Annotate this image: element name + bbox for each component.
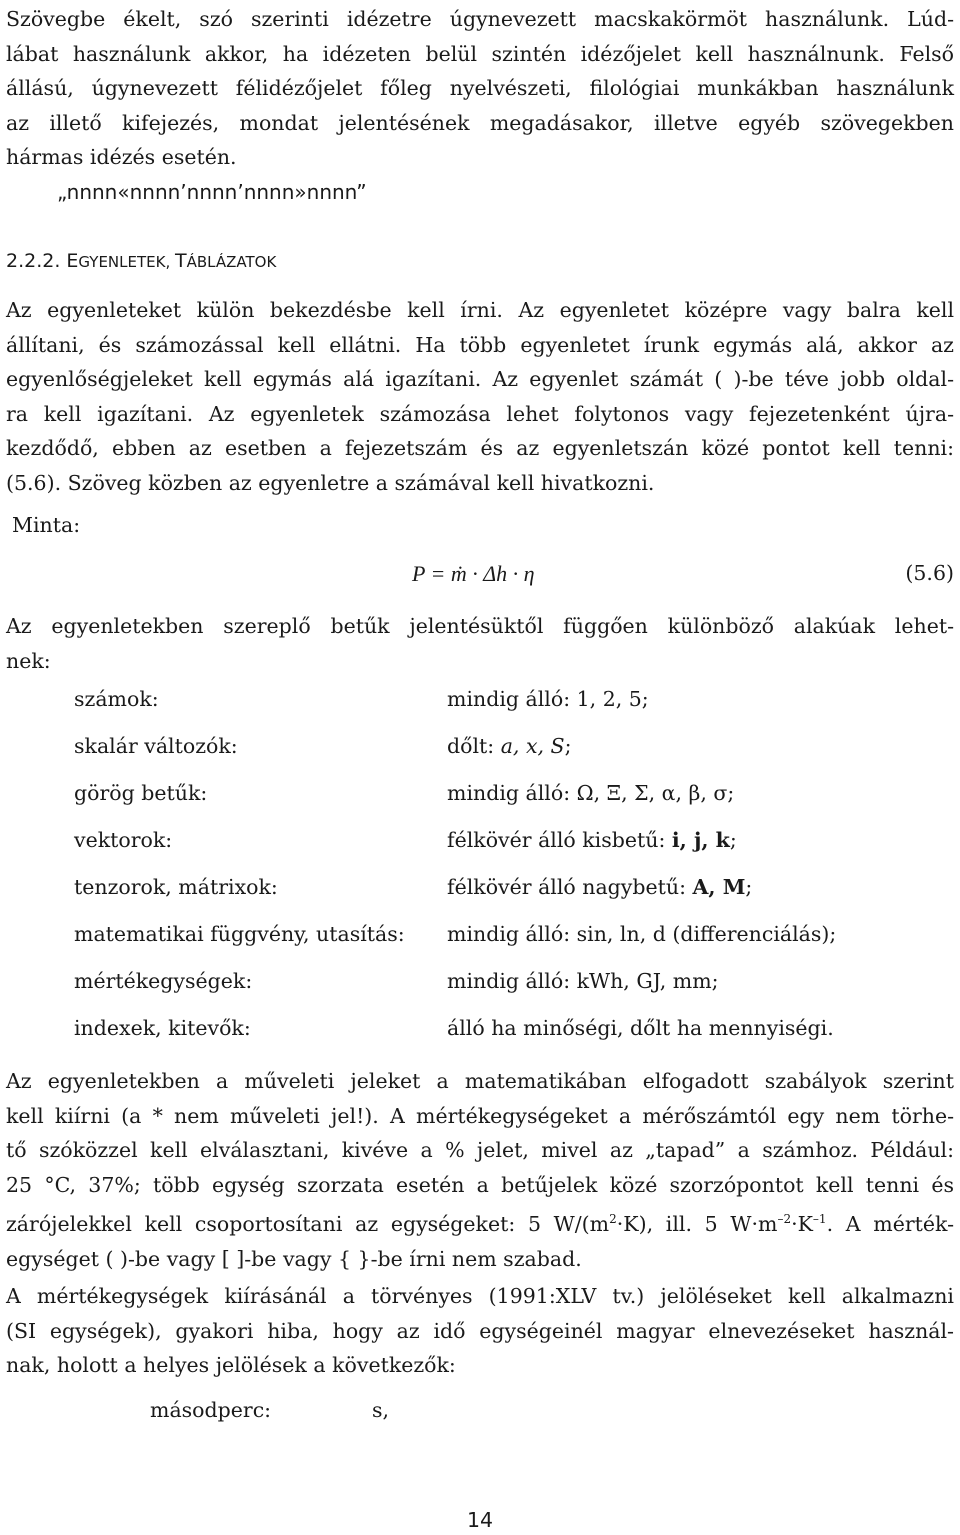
text-line: kell kiírni (a * nem műveleti jel!). A mértékegységeket a mérőszámtól egy nem törhe- <box>6 1103 954 1128</box>
section-title-initial: E <box>66 250 79 272</box>
convention-value: mindig álló: kWh, GJ, mm; <box>447 969 719 993</box>
text-line: zárójelekkel kell csoportosítani az egységeket: 5 $W/(m^2\cdot K)$, ill. 5 $W\cdot m^{-2}\cdot K^{-1}$. A mérték- <box>6 1212 954 1236</box>
section-title-rest-2: ÁBLÁZATOK <box>186 253 277 271</box>
convention-value: dőlt: a, x, S; <box>447 734 572 758</box>
text-line: egységet ( )-be vagy [ ]-be vagy { }-be írni nem szabad. <box>6 1246 582 1271</box>
convention-label: számok: <box>74 687 159 711</box>
page-number: 14 <box>466 1508 494 1532</box>
intro-paragraph <box>6 2 954 175</box>
text-line: Az egyenleteket külön bekezdésbe kell írni. Az egyenletet középre vagy balra kell <box>6 298 954 322</box>
text-line: hármas idézés esetén. <box>6 145 237 169</box>
text-line: állítani, és számozással kell ellátni. Ha több egyenletet írunk egymás alá, akkor az <box>6 332 954 357</box>
text-line: lábat használunk akkor, ha idézeten belül szintén idézőjelet kell használnunk. Felső <box>6 41 954 66</box>
unit-example-label: másodperc: <box>150 1398 272 1422</box>
law-paragraph <box>6 1279 954 1383</box>
text-line: 25 °C, 37%; több egység szorzata esetén a betűjelek közé szorzópontot kell tenni és <box>6 1172 954 1197</box>
bold-example: A, M <box>692 875 746 899</box>
convention-label: görög betűk: <box>74 781 208 805</box>
text-line: nak, holott a helyes jelölések a következők: <box>6 1353 456 1377</box>
equation-number: (5.6) <box>905 561 954 585</box>
sample-equation: P = ṁ · Δh · η <box>412 561 535 586</box>
convention-label: skalár változók: <box>74 734 238 758</box>
unit-example-value: s, <box>372 1398 390 1422</box>
text-line: ra kell igazítani. Az egyenletek számozása lehet folytonos vagy fejezetenként újra- <box>6 401 954 426</box>
convention-value: álló ha minőségi, dőlt ha mennyiségi. <box>447 1016 834 1040</box>
section-number: 2.2.2. <box>6 250 61 272</box>
unit-example-row <box>150 1398 390 1422</box>
quotation-marks-example: „nnnn«nnnn’nnnn’nnnn»nnnn” <box>57 180 367 204</box>
bold-example: i, j, k <box>671 828 730 852</box>
convention-label: mértékegységek: <box>74 969 253 993</box>
convention-value: mindig álló: Ω, Ξ, Σ, α, β, σ; <box>447 781 735 805</box>
text-line: A mértékegységek kiírásánál a törvényes (1991:XLV tv.) jelöléseket kell alkalmazni <box>6 1284 954 1308</box>
sample-label: Minta: <box>12 513 81 537</box>
text-line: Az egyenletekben a műveleti jeleket a matematikában elfogadott szabályok szerint <box>6 1069 954 1093</box>
text-line: nek: <box>6 648 51 673</box>
text-line: Szövegbe ékelt, szó szerinti idézetre úgynevezett macskakörmöt használunk. Lúd- <box>6 7 954 31</box>
text-line: tő szóközzel kell elválasztani, kivéve a % jelet, mivel az „tapad” a számhoz. Például: <box>6 1138 954 1162</box>
operators-paragraph <box>6 1064 954 1276</box>
section-heading <box>6 250 276 272</box>
equations-paragraph <box>6 293 954 500</box>
text-line: az illető kifejezés, mondat jelentésének megadásakor, illetve egyéb szövegekben <box>6 110 954 135</box>
text-line: kezdődő, ebben az esetben a fejezetszám és az egyenletszán közé pontot kell tenni: <box>6 436 954 460</box>
convention-value: félkövér álló nagybetű: A, M; <box>447 875 753 899</box>
letters-paragraph <box>6 609 954 678</box>
section-title-rest: GYENLETEK, <box>78 253 175 271</box>
text-line: (SI egységek), gyakori hiba, hogy az idő egységeinél magyar elnevezéseket használ- <box>6 1318 954 1343</box>
text-line: egyenlőségjeleket kell egymás alá igazítani. Az egyenlet számát ( )-be téve jobb oldal- <box>6 367 954 391</box>
convention-value: mindig álló: sin, ln, d (differenciálás); <box>447 922 837 946</box>
text-line: Az egyenletekben szereplő betűk jelentésüktől függően különböző alakúak lehet- <box>6 614 954 638</box>
convention-value: mindig álló: 1, 2, 5; <box>447 687 649 711</box>
convention-value: félkövér álló kisbetű: i, j, k; <box>447 828 737 852</box>
convention-label: tenzorok, mátrixok: <box>74 875 278 899</box>
convention-label: matematikai függvény, utasítás: <box>74 922 405 946</box>
convention-label: vektorok: <box>74 828 173 852</box>
convention-label: indexek, kitevők: <box>74 1016 251 1040</box>
italic-example: a, x, S <box>500 734 565 758</box>
text-line: állású, úgynevezett félidézőjelet főleg nyelvészeti, filológiai munkákban használunk <box>6 76 954 100</box>
section-title-initial-2: T <box>175 250 187 272</box>
text-line: (5.6). Szöveg közben az egyenletre a számával kell hivatkozni. <box>6 470 655 495</box>
